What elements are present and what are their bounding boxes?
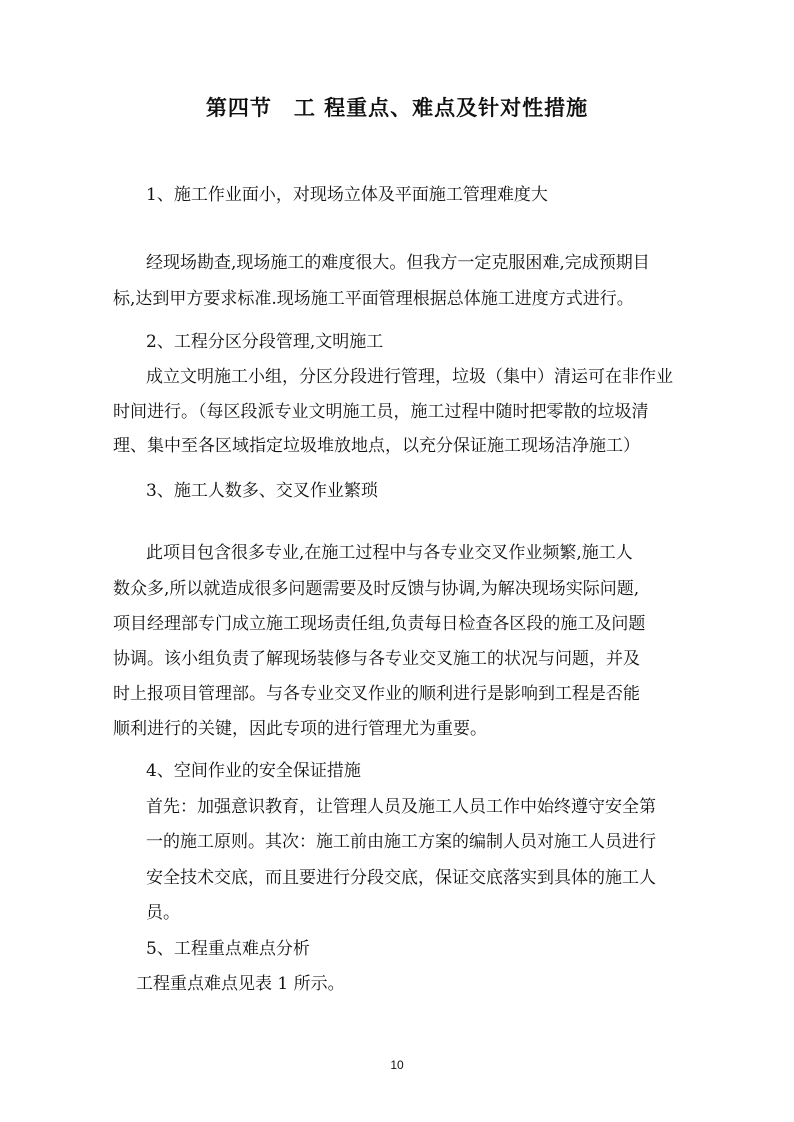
item-3-line-5: 时上报项目管理部。与各专业交叉作业的顺利进行是影响到工程是否能 (113, 684, 640, 704)
item-3-line-1: 此项目包含很多专业,在施工过程中与各专业交叉作业频繁,施工人 (146, 543, 633, 563)
item-1-heading: 1、施工作业面小，对现场立体及平面施工管理难度大 (146, 185, 548, 205)
item-3-line-3: 项目经理部专门成立施工现场责任组,负责每日检查各区段的施工及问题 (113, 614, 646, 634)
item-3-line-2: 数众多,所以就造成很多问题需要及时反馈与协调,为解决现场实际问题, (113, 579, 640, 599)
item-3-heading: 3、施工人数多、交叉作业繁琐 (146, 481, 378, 501)
item-4-line-4: 员。 (146, 903, 180, 923)
item-4-heading: 4、空间作业的安全保证措施 (146, 761, 361, 781)
item-4-line-3: 安全技术交底，而且要进行分段交底，保证交底落实到具体的施工人 (146, 868, 656, 888)
item-5-line-1: 工程重点难点见表 1 所示。 (136, 974, 345, 994)
item-5-heading: 5、工程重点难点分析 (146, 939, 310, 959)
section-number: 第四节 (205, 96, 272, 120)
section-title (0, 92, 794, 122)
item-1-line-2: 标,达到甲方要求标准.现场施工平面管理根据总体施工进度方式进行。 (113, 289, 634, 309)
item-2-line-1: 成立文明施工小组，分区分段进行管理，垃圾（集中）清运可在非作业 (146, 367, 673, 387)
item-2-line-3: 理、集中至各区域指定垃圾堆放地点，以充分保证施工现场洁净施工） (113, 436, 640, 456)
page-number: 10 (390, 1058, 404, 1072)
item-2-heading: 2、工程分区分段管理,文明施工 (146, 332, 384, 352)
item-4-line-2: 一的施工原则。其次：施工前由施工方案的编制人员对施工人员进行 (146, 832, 656, 852)
item-4-line-1: 首先：加强意识教育，让管理人员及施工人员工作中始终遵守安全第 (146, 797, 656, 817)
item-1-line-1: 经现场勘查,现场施工的难度很大。但我方一定克服困难,完成预期目 (146, 253, 650, 273)
item-3-line-6: 顺利进行的关键，因此专项的进行管理尤为重要。 (113, 719, 487, 739)
item-2-line-2: 时间进行。（每区段派专业文明施工员，施工过程中随时把零散的垃圾清 (113, 402, 649, 422)
section-heading: 工 程重点、难点及针对性措施 (293, 96, 589, 120)
item-3-line-4: 协调。该小组负责了解现场装修与各专业交叉施工的状况与问题，并及 (113, 649, 640, 669)
